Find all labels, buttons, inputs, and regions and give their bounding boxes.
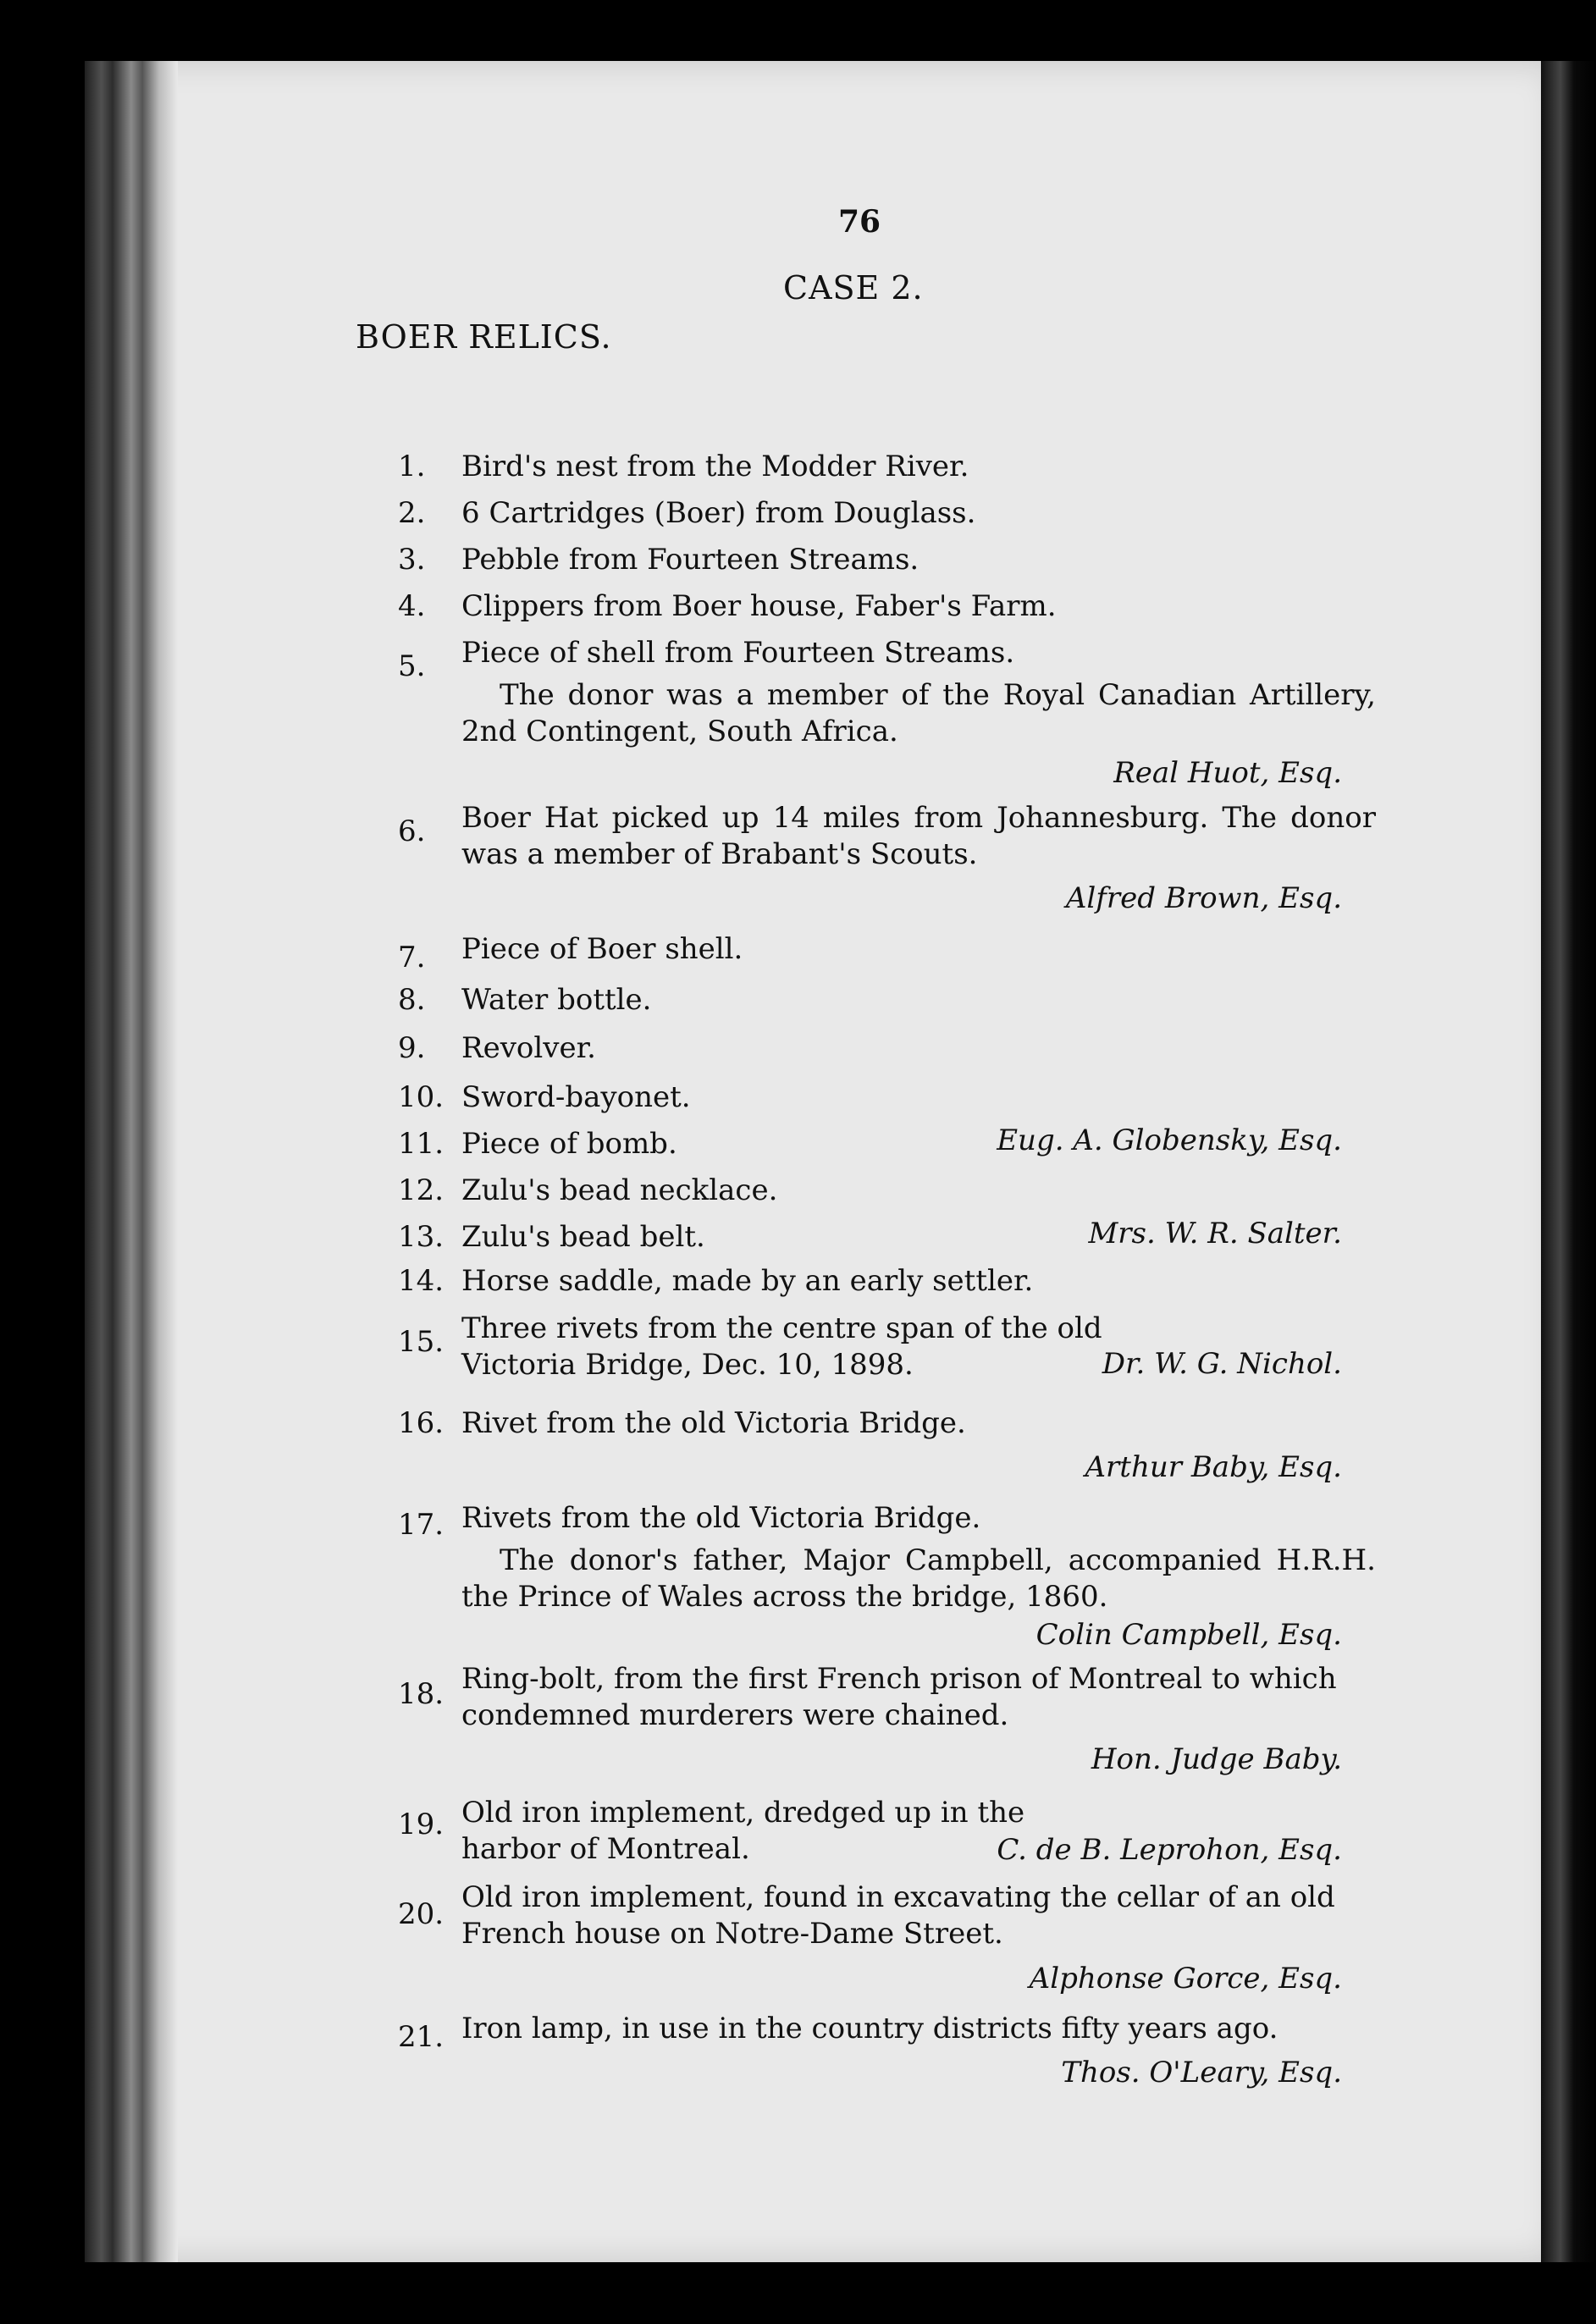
donor-name: Alfred Brown, Esq. — [1065, 881, 1342, 915]
item-description: Pebble from Fourteen Streams. — [461, 543, 919, 577]
item-number: 16. — [398, 1406, 445, 1440]
donor-name: Alphonse Gorce, Esq. — [1029, 1962, 1342, 1996]
page-text — [356, 0, 1380, 2201]
item-number: 11. — [398, 1127, 445, 1161]
item-number: 19. — [398, 1808, 445, 1841]
item-number: 18. — [398, 1677, 445, 1711]
item-description: 6 Cartridges (Boer) from Douglass. — [461, 496, 976, 530]
item-description: Clippers from Boer house, Faber's Farm. — [461, 589, 1057, 623]
item-description: Zulu's bead necklace. — [461, 1173, 778, 1207]
item-description: Piece of shell from Fourteen Streams. — [461, 636, 1015, 670]
page-number: 76 — [838, 204, 881, 240]
item-number: 12. — [398, 1173, 445, 1207]
donor-name: Hon. Judge Baby. — [1091, 1742, 1342, 1776]
donor-name: Real Huot, Esq. — [1113, 756, 1342, 790]
item-description: Sword-bayonet. — [461, 1080, 691, 1114]
item-description: Old iron implement, dredged up in the harbor of Montreal. — [461, 1796, 1025, 1866]
item-description: Boer Hat picked up 14 miles from Johannesburg. The donor was a member of Brabant's Scouts. — [461, 801, 1376, 871]
case-title: CASE 2. — [783, 269, 924, 306]
item-number: 6. — [398, 814, 426, 848]
item-description: Piece of Boer shell. — [461, 932, 743, 966]
section-title: BOER RELICS. — [356, 318, 612, 356]
item-description: Bird's nest from the Modder River. — [461, 450, 969, 483]
donor-name: Mrs. W. R. Salter. — [1088, 1217, 1342, 1250]
donor-name: Dr. W. G. Nichol. — [1102, 1347, 1342, 1381]
item-description: Horse saddle, made by an early settler. — [461, 1264, 1034, 1298]
item-number: 7. — [398, 941, 426, 974]
donor-name: Eug. A. Globensky, Esq. — [997, 1123, 1342, 1157]
item-number: 13. — [398, 1220, 445, 1254]
item-note: The donor was a member of the Royal Canadian Artillery, 2nd Contingent, South Africa. — [461, 678, 1376, 748]
item-description: Old iron implement, found in excavating the cellar of an old French house on Notre-Dame Street. — [461, 1880, 1335, 1951]
item-number: 17. — [398, 1508, 445, 1542]
item-number: 21. — [398, 2020, 445, 2054]
item-description: Ring-bolt, from the first French prison of Montreal to which condemned murderers were chained. — [461, 1662, 1337, 1732]
item-number: 9. — [398, 1031, 426, 1065]
item-description: Iron lamp, in use in the country districts fifty years ago. — [461, 2012, 1278, 2045]
item-description: Rivets from the old Victoria Bridge. — [461, 1501, 981, 1535]
item-number: 20. — [398, 1897, 445, 1931]
item-number: 15. — [398, 1325, 445, 1359]
item-description: Zulu's bead belt. — [461, 1220, 705, 1254]
item-description: Revolver. — [461, 1031, 596, 1065]
item-number: 14. — [398, 1264, 445, 1298]
item-number: 4. — [398, 589, 426, 623]
donor-name: Thos. O'Leary, Esq. — [1061, 2056, 1342, 2089]
item-number: 1. — [398, 450, 426, 483]
item-number: 10. — [398, 1080, 445, 1114]
donor-name: Arthur Baby, Esq. — [1085, 1450, 1342, 1484]
donor-name: Colin Campbell, Esq. — [1035, 1618, 1342, 1652]
item-description: Piece of bomb. — [461, 1127, 677, 1161]
donor-name: C. de B. Leprohon, Esq. — [997, 1833, 1342, 1867]
item-description: Water bottle. — [461, 983, 652, 1017]
item-number: 3. — [398, 543, 426, 577]
item-number: 2. — [398, 496, 426, 530]
item-description: Three rivets from the centre span of the old Victoria Bridge, Dec. 10, 1898. — [461, 1311, 1102, 1382]
item-note: The donor's father, Major Campbell, accompanied H.R.H. the Prince of Wales across the bridge, 1860. — [461, 1543, 1376, 1614]
item-number: 8. — [398, 983, 426, 1017]
item-description: Rivet from the old Victoria Bridge. — [461, 1406, 966, 1440]
book-binding-edge — [85, 61, 178, 2262]
item-number: 5. — [398, 649, 426, 683]
page-right-edge — [1541, 61, 1596, 2262]
